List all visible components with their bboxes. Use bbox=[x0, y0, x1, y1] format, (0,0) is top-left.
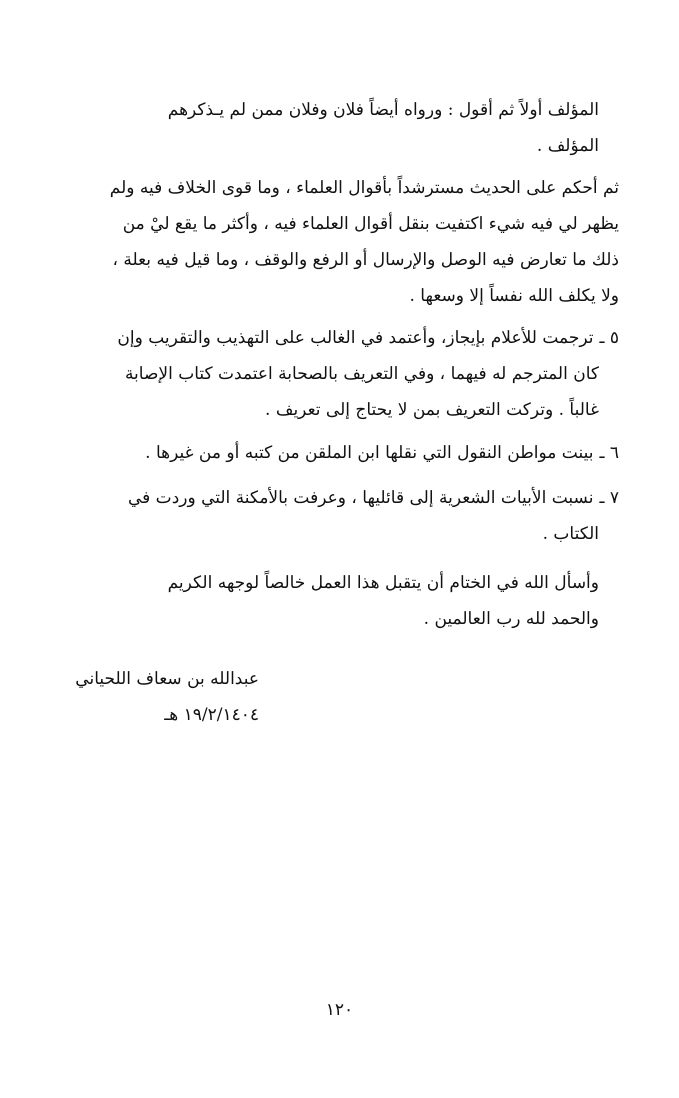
text-line: نسبت الأبيات الشعرية إلى قائليها ، وعرفت بالأمكنة التي وردت في bbox=[127, 488, 594, 508]
text-line: وأسأل الله في الختام أن يتقبل هذا العمل خالصاً لوجهه الكريم bbox=[167, 573, 599, 593]
text-line: ولا يكلف الله نفساً إلا وسعها . bbox=[409, 286, 619, 306]
signature-name: عبدالله بن سعاف اللحياني bbox=[75, 669, 259, 689]
list-number: ٦ ـ bbox=[599, 443, 619, 463]
text-line: يظهر لي فيه شيء اكتفيت بنقل أقوال العلماء فيه ، وأكثر ما يقع ليْ من bbox=[122, 214, 619, 234]
text-line: المؤلف . bbox=[536, 136, 599, 156]
signature-date: ١٩/٢/١٤٠٤ هـ bbox=[164, 705, 259, 725]
text-line: كان المترجم له فيهما ، وفي التعريف بالصحابة اعتمدت كتاب الإصابة bbox=[124, 364, 599, 384]
list-item-7 bbox=[59, 480, 619, 552]
paragraph-hadith-judgment bbox=[59, 170, 619, 314]
paragraph-closing bbox=[59, 565, 619, 637]
text-line: المؤلف أولاً ثم أقول : ورواه أيضاً فلان وفلان ممن لم يـذكرهم bbox=[167, 100, 599, 120]
text-line: ذلك ما تعارض فيه الوصل والإرسال أو الرفع والوقف ، وما قيل فيه بعلة ، bbox=[112, 250, 619, 270]
page-number: ١٢٠ bbox=[325, 1000, 354, 1020]
text-line: بينت مواطن النقول التي نقلها ابن الملقن من كتبه أو من غيرها . bbox=[145, 443, 594, 463]
text-line: ترجمت للأعلام بإيجاز، وأعتمد في الغالب على التهذيب والتقريب وإن bbox=[117, 328, 594, 348]
text-line: الكتاب . bbox=[542, 524, 599, 544]
list-item-6 bbox=[59, 435, 619, 471]
paragraph-continuation bbox=[59, 92, 619, 164]
text-line: والحمد لله رب العالمين . bbox=[423, 609, 599, 629]
text-line: غالباً . وتركت التعريف بمن لا يحتاج إلى تعريف . bbox=[265, 400, 599, 420]
text-line: ثم أحكم على الحديث مسترشداً بأقوال العلماء ، وما قوى الخلاف فيه ولم bbox=[109, 178, 619, 198]
list-number: ٧ ـ bbox=[599, 488, 619, 508]
list-number: ٥ ـ bbox=[599, 328, 619, 348]
list-item-5 bbox=[59, 320, 619, 428]
